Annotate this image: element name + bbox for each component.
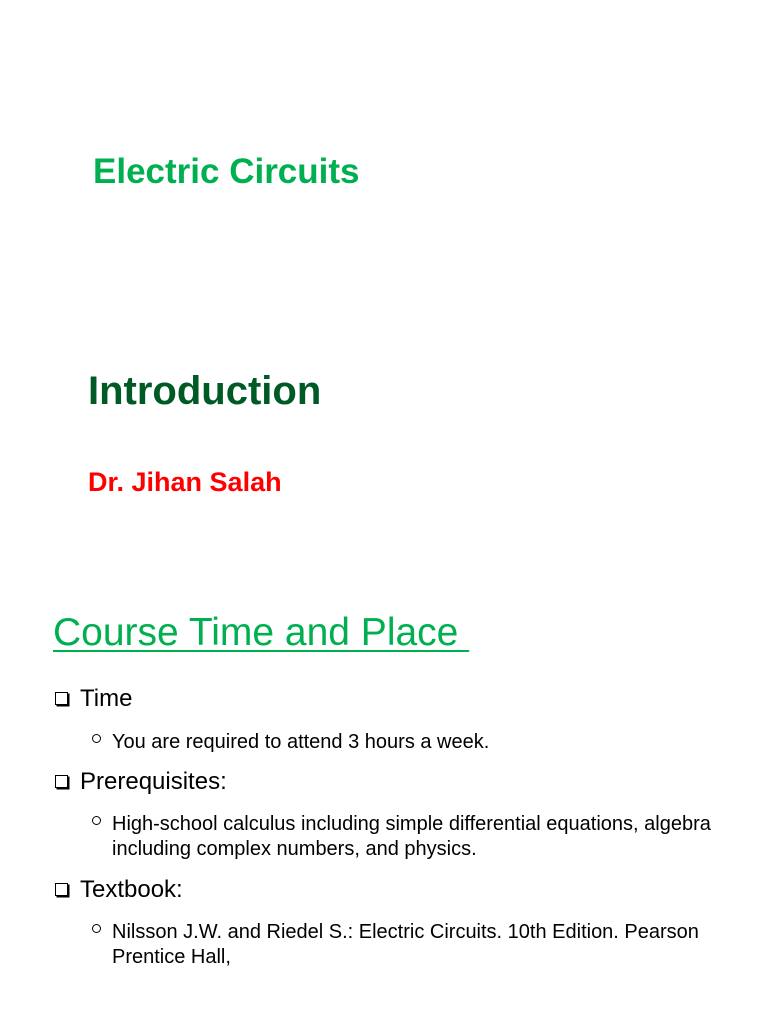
hollow-square-bullet-icon [55, 775, 68, 788]
hollow-square-bullet-icon [55, 883, 68, 896]
sub-bullet-textbook [92, 920, 760, 970]
bullet-textbook [55, 876, 183, 904]
bullet-prerequisites [55, 768, 227, 796]
sub-bullet-prerequisites [92, 812, 760, 862]
section-heading: Course Time and Place [53, 611, 470, 654]
hollow-circle-bullet-icon [92, 924, 101, 933]
author-name: Dr. Jihan Salah [88, 467, 282, 497]
bullet-time [55, 685, 132, 713]
hollow-circle-bullet-icon [92, 734, 101, 743]
sub-bullet-time [92, 730, 760, 755]
bullet-label: Textbook: [80, 876, 183, 903]
hollow-circle-bullet-icon [92, 816, 101, 825]
introduction-heading: Introduction [88, 369, 322, 413]
sub-bullet-text: You are required to attend 3 hours a week. [112, 731, 490, 753]
course-title: Electric Circuits [93, 152, 360, 191]
sub-bullet-text: Nilsson J.W. and Riedel S.: Electric Circuits. 10th Edition. Pearson Prentice Hall, [112, 921, 699, 968]
hollow-square-bullet-icon [55, 692, 68, 705]
bullet-label: Prerequisites: [80, 768, 227, 795]
bullet-label: Time [80, 685, 133, 712]
sub-bullet-text: High-school calculus including simple differential equations, algebra including complex numbers, and physics. [112, 813, 711, 860]
